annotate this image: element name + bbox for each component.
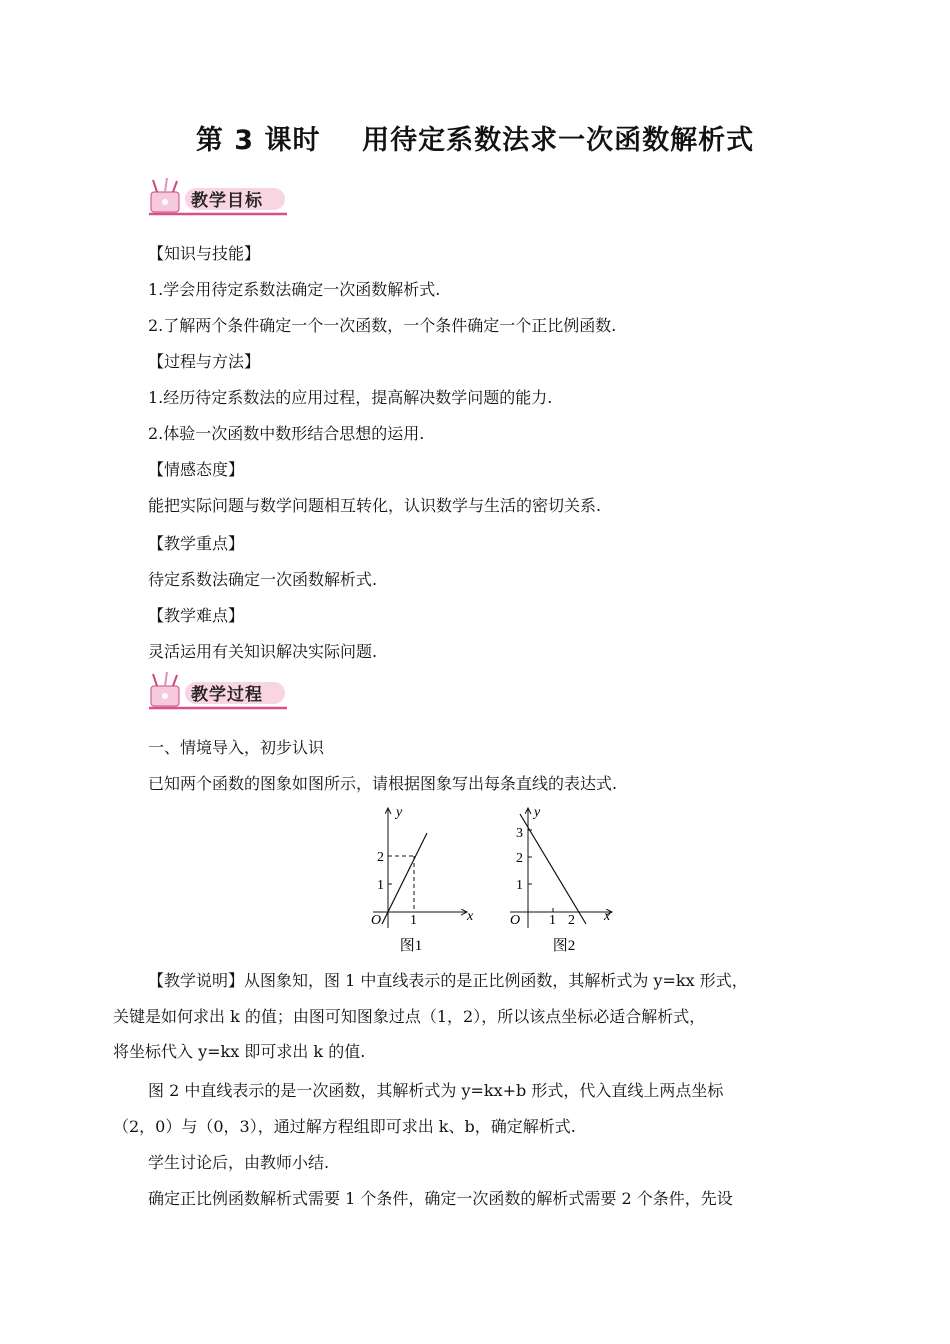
y-tick-label: 3 — [516, 826, 523, 841]
method-item: 2.体验一次函数中数形结合思想的运用. — [148, 424, 425, 443]
step1-text: 已知两个函数的图象如图所示，请根据图象写出每条直线的表达式. — [148, 774, 618, 793]
fig1-line — [382, 833, 427, 924]
figure-caption: 图2 — [552, 938, 576, 954]
y-tick-label: 2 — [377, 850, 384, 865]
x-tick-label: 1 — [410, 913, 417, 928]
difficulty-heading: 【教学难点】 — [148, 606, 245, 625]
figure-1 — [363, 800, 483, 960]
knowledge-item: 1.学会用待定系数法确定一次函数解析式. — [148, 280, 441, 299]
key-item: 待定系数法确定一次函数解析式. — [148, 570, 378, 589]
key-heading: 【教学重点】 — [148, 534, 245, 553]
method-item: 1.经历待定系数法的应用过程，提高解决数学问题的能力. — [148, 388, 553, 407]
discussion-paragraph — [113, 1145, 853, 1181]
method-heading: 【过程与方法】 — [148, 352, 261, 371]
page-title: 第 3 课时 用待定系数法求一次函数解析式 — [195, 125, 755, 156]
x-tick-label: 2 — [568, 913, 575, 928]
section-banner-process — [145, 672, 293, 712]
y-tick-label: 1 — [377, 878, 384, 893]
text-line: 关键是如何求出 k 的值；由图可知图象过点（1，2），所以该点坐标必适合解析式， — [113, 1006, 706, 1026]
section-banner-goals — [145, 178, 293, 218]
knowledge-heading: 【知识与技能】 — [148, 244, 261, 263]
emotion-item: 能把实际问题与数学问题相互转化，认识数学与生活的密切关系. — [148, 496, 602, 515]
origin-label: O — [371, 913, 382, 928]
figure-2 — [500, 800, 620, 960]
figure-caption: 图1 — [399, 938, 423, 954]
section-banner-label: 教学过程 — [191, 685, 263, 705]
text-line: （2，0）与（0，3），通过解方程组即可求出 k、b，确定解析式. — [113, 1116, 576, 1136]
difficulty-item: 灵活运用有关知识解决实际问题. — [148, 642, 378, 661]
x-axis-label: x — [467, 909, 474, 924]
explanation-paragraph-1 — [113, 963, 853, 1070]
section-banner-label: 教学目标 — [191, 191, 263, 211]
text-line: 图 2 中直线表示的是一次函数，其解析式为 y=kx+b 形式，代入直线上两点坐标 — [148, 1081, 724, 1100]
knowledge-item: 2.了解两个条件确定一个一次函数，一个条件确定一个正比例函数. — [148, 316, 617, 335]
text-line: 将坐标代入 y=kx 即可求出 k 的值. — [113, 1042, 366, 1061]
explanation-paragraph-2 — [113, 1073, 853, 1144]
x-axis-label: x — [604, 909, 611, 924]
y-tick-label: 2 — [516, 851, 523, 866]
emotion-heading: 【情感态度】 — [148, 460, 245, 479]
y-tick-label: 1 — [516, 878, 523, 893]
summary-paragraph — [113, 1181, 853, 1217]
text-line: 学生讨论后，由教师小结. — [148, 1153, 330, 1172]
origin-label: O — [510, 913, 521, 928]
y-axis-label: y — [396, 805, 403, 820]
step1-heading: 一、情境导入，初步认识 — [148, 738, 325, 757]
text-line: 【教学说明】从图象知，图 1 中直线表示的是正比例函数，其解析式为 y=kx 形式， — [148, 971, 748, 990]
y-axis-label: y — [534, 805, 541, 820]
x-tick-label: 1 — [549, 913, 556, 928]
text-line: 确定正比例函数解析式需要 1 个条件，确定一次函数的解析式需要 2 个条件，先设 — [148, 1189, 733, 1208]
